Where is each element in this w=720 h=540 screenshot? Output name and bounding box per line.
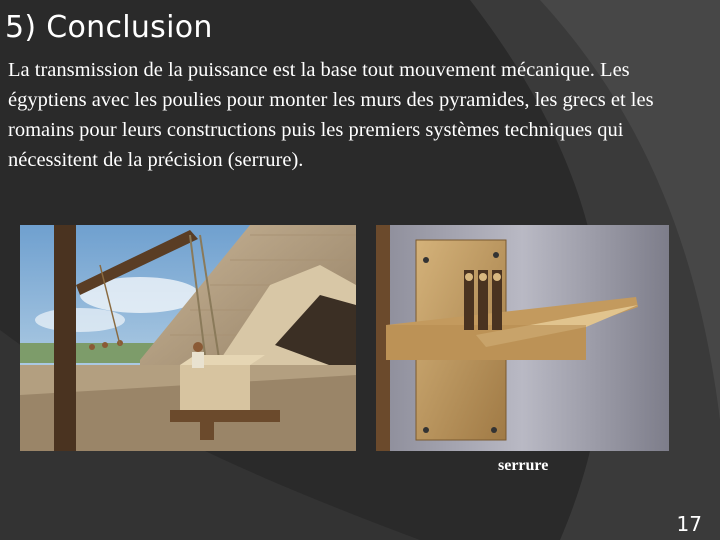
slide-title: 5) Conclusion xyxy=(5,10,213,45)
wooden-lock-image xyxy=(376,225,669,451)
slide-body-text: La transmission de la puissance est la base tout mouvement mécanique. Les égyptiens avec les poulies pour monter les murs des pyramides, les grecs et les romains pour leurs constructions puis les premiers systèmes techniques qui nécessitent de la précision (serrure). xyxy=(8,59,654,171)
pyramid-pulley-image xyxy=(20,225,356,451)
page-number: 17 xyxy=(676,512,702,536)
image-caption: serrure xyxy=(498,457,549,474)
